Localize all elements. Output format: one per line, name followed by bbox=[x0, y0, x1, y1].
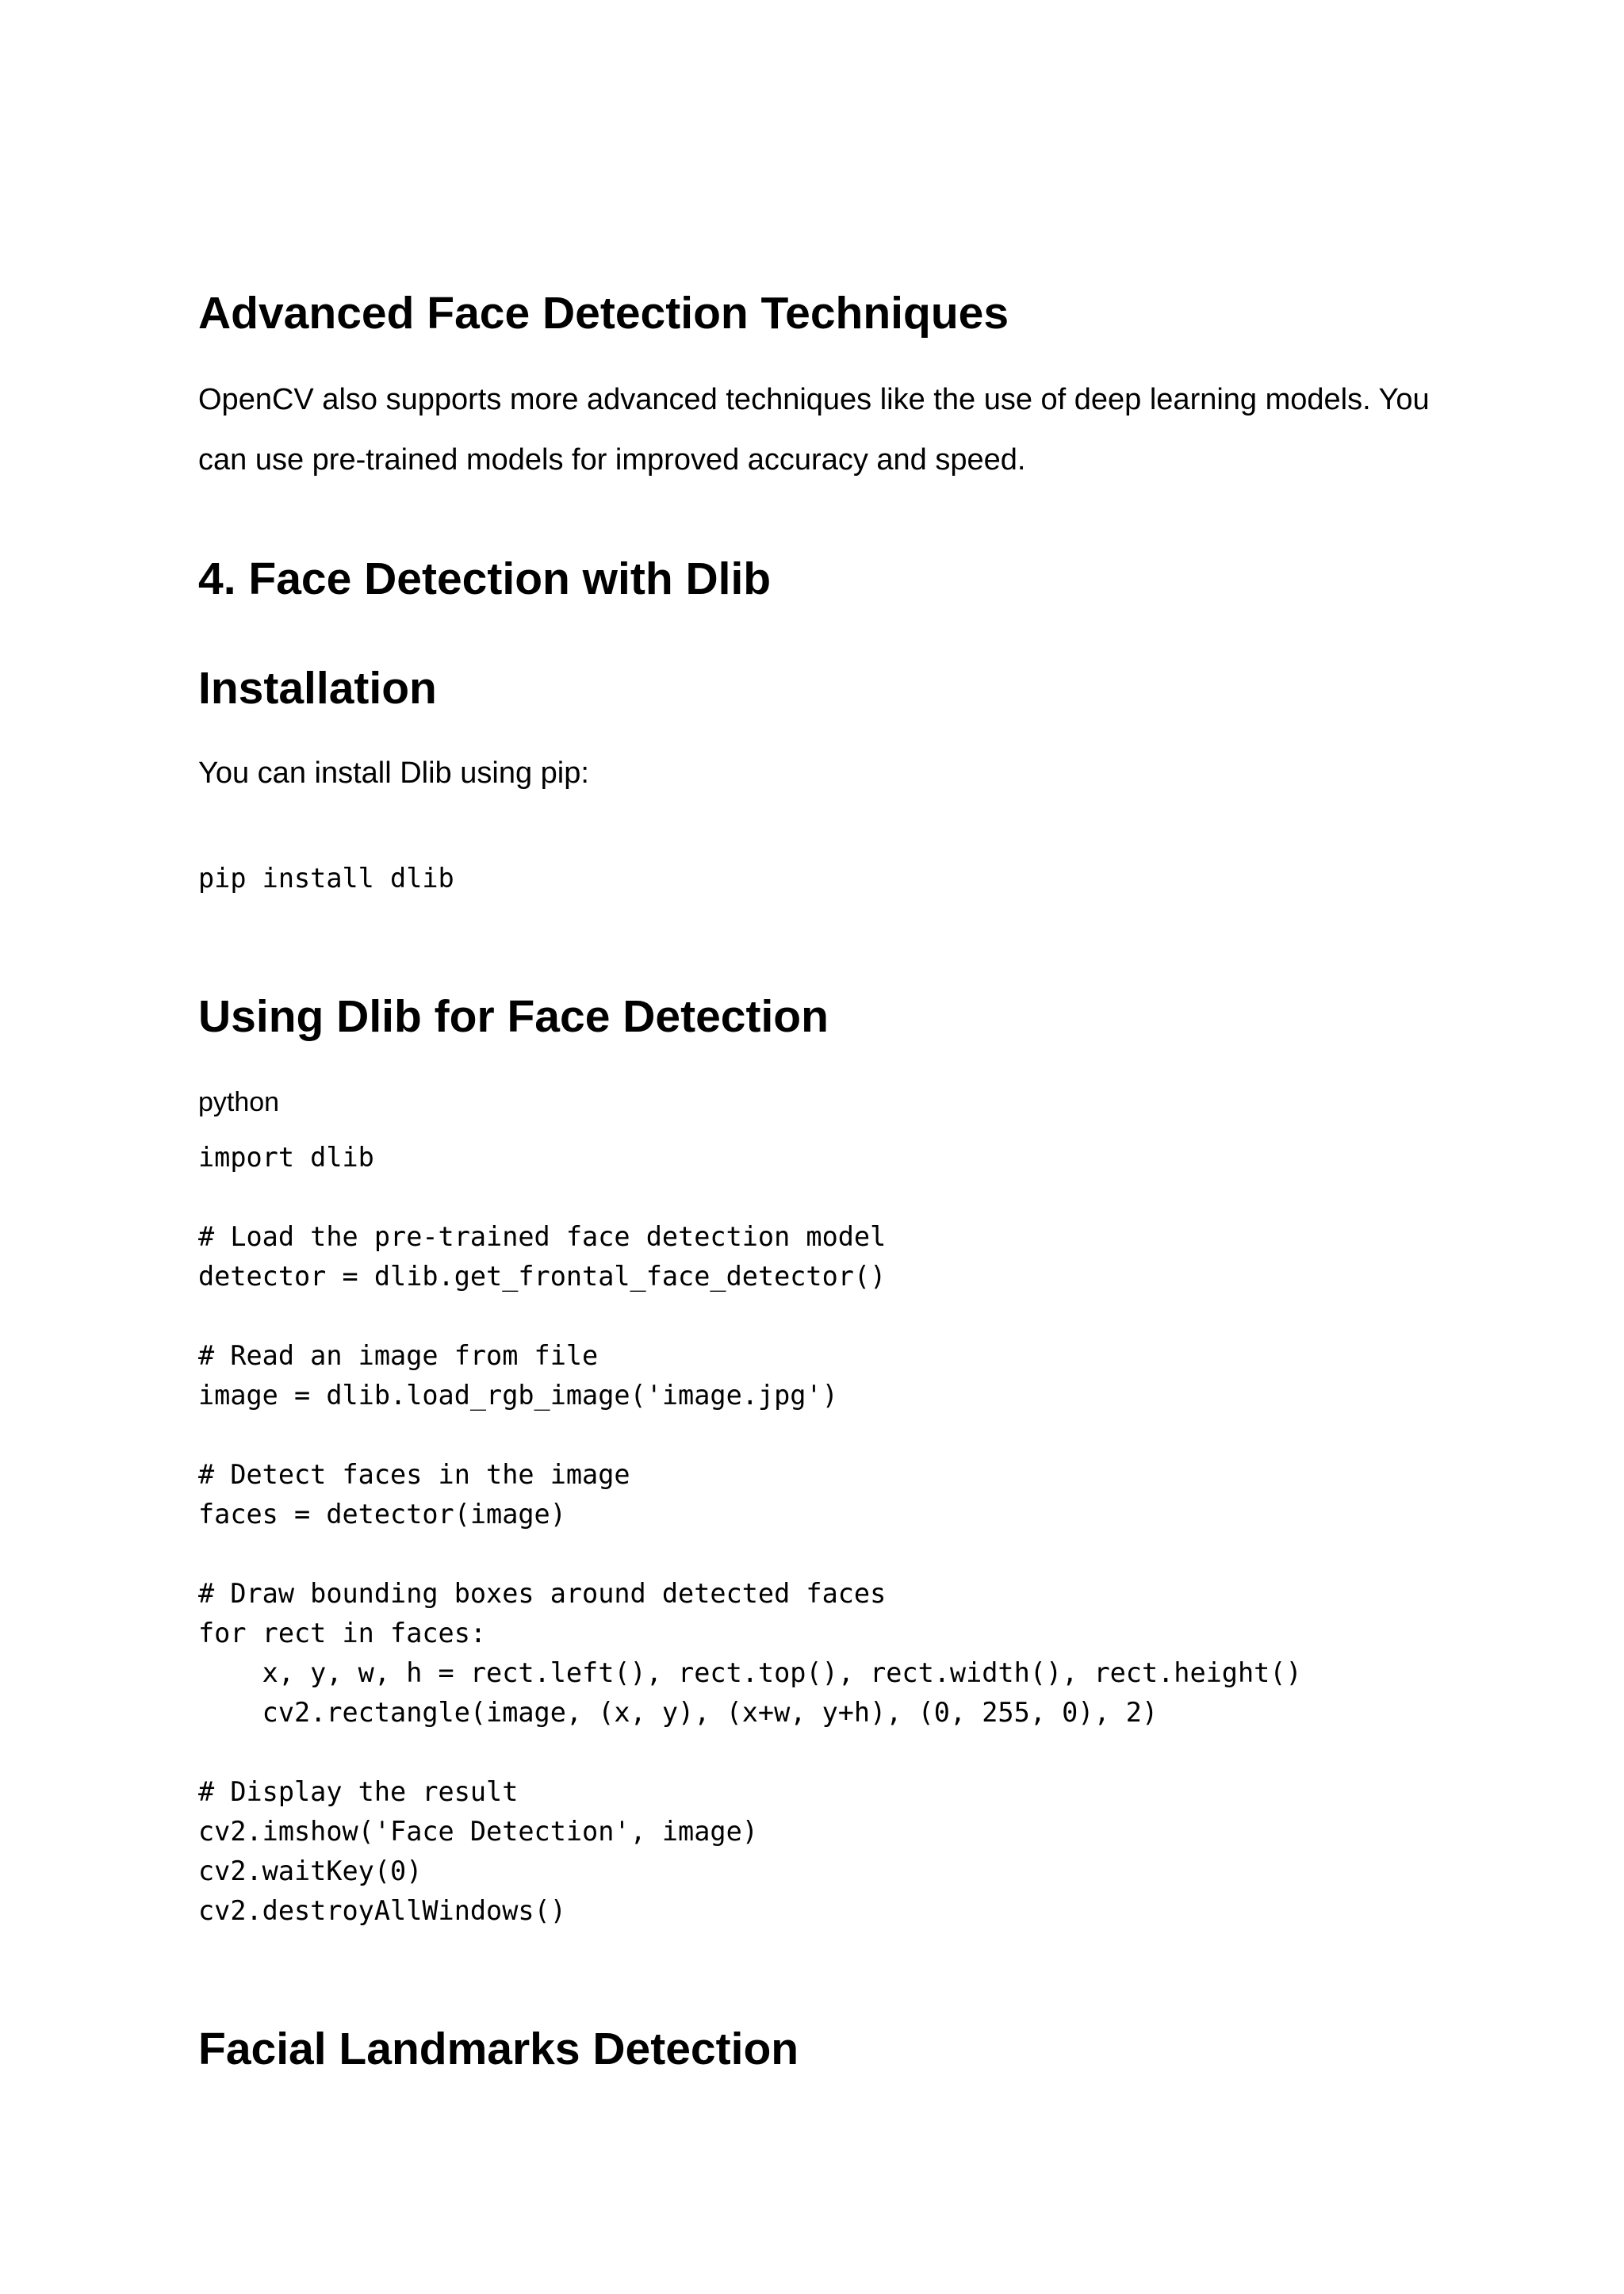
paragraph-advanced-line-2: can use pre-trained models for improved accuracy and speed. bbox=[198, 443, 1026, 477]
heading-using-dlib: Using Dlib for Face Detection bbox=[198, 991, 829, 1042]
code-block-dlib-face-detection: import dlib # Load the pre-trained face detection model detector = dlib.get_frontal_face_detector() # Read an image from file image = dlib.load_rgb_image('image.jpg') # Detect faces in the image faces = detector(image) # Draw bounding boxes around detected faces for rect in faces: x, y, w, h = rect.left(), rect.top(), rect.width(), rect.height() cv2.rectangle(image, (x, y), (x+w, y+h), (0, 255, 0), 2) # Display the result cv2.imshow('Face Detection', image) cv2.waitKey(0) cv2.destroyAllWindows() bbox=[198, 1142, 1302, 1926]
heading-face-detection-dlib: 4. Face Detection with Dlib bbox=[198, 553, 772, 604]
code-language-label: python bbox=[198, 1087, 280, 1117]
paragraph-advanced-line-1: OpenCV also supports more advanced techniques like the use of deep learning models. You bbox=[198, 383, 1430, 416]
heading-advanced-face-detection: Advanced Face Detection Techniques bbox=[198, 288, 1009, 339]
heading-installation: Installation bbox=[198, 663, 437, 714]
paragraph-install-dlib: You can install Dlib using pip: bbox=[198, 756, 589, 790]
heading-facial-landmarks: Facial Landmarks Detection bbox=[198, 2024, 799, 2074]
code-block-install: pip install dlib bbox=[198, 863, 454, 894]
